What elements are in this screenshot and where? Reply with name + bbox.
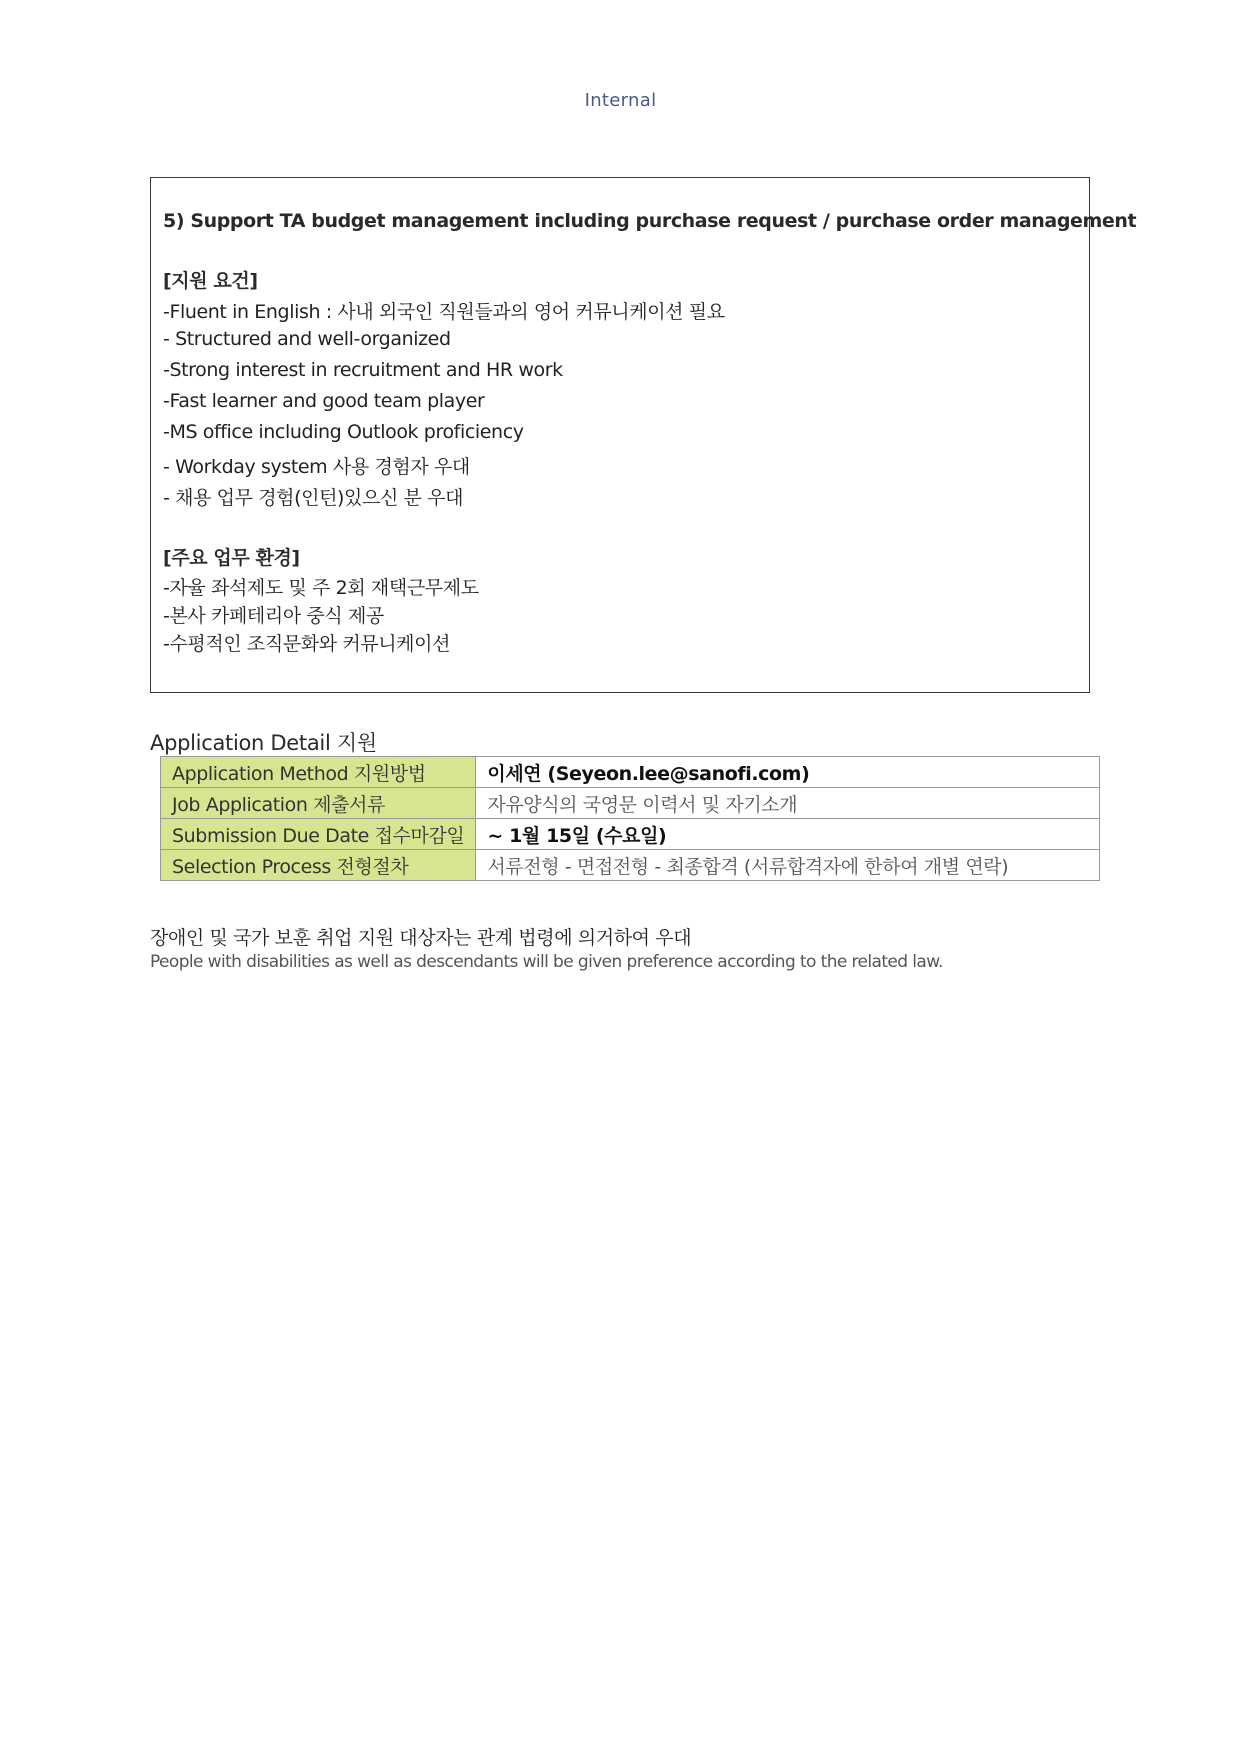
selection-process-value: 서류전형 - 면접전형 - 최종합격 (서류합격자에 한하여 개별 연락): [476, 850, 1100, 881]
selection-process-label: Selection Process 전형절차: [161, 850, 476, 881]
requirement-item: -Strong interest in recruitment and HR work: [163, 359, 563, 381]
due-date-value: ~ 1월 15일 (수요일): [476, 819, 1100, 850]
environment-heading: [주요 업무 환경]: [163, 547, 300, 569]
requirement-item: -MS office including Outlook proficiency: [163, 421, 524, 443]
application-method-label: Application Method 지원방법: [161, 757, 476, 788]
requirement-item: - Structured and well-organized: [163, 328, 451, 350]
requirement-item: -Fluent in English : 사내 외국인 직원들과의 영어 커뮤니케이션 필요: [163, 301, 725, 323]
requirement-item: - Workday system 사용 경험자 우대: [163, 456, 470, 478]
job-description-box: [150, 177, 1137, 693]
due-date-label: Submission Due Date 접수마감일: [161, 819, 476, 850]
duty-line: 5) Support TA budget management including purchase request / purchase order management: [163, 210, 1137, 232]
application-detail-title: Application Detail 지원: [150, 731, 377, 755]
application-method-value[interactable]: 이세연 (Seyeon.lee@sanofi.com): [476, 757, 1100, 788]
job-application-label: Job Application 제출서류: [161, 788, 476, 819]
preference-note-korean: 장애인 및 국가 보훈 취업 지원 대상자는 관계 법령에 의거하여 우대: [150, 927, 692, 949]
environment-item: -수평적인 조직문화와 커뮤니케이션: [163, 633, 451, 655]
requirement-item: - 채용 업무 경험(인턴)있으신 분 우대: [163, 487, 464, 509]
table-row: [161, 850, 1100, 881]
preference-note-english: People with disabilities as well as descendants will be given preference according to the related law.: [150, 952, 943, 972]
table-row: [161, 819, 1100, 850]
environment-item: -본사 카페테리아 중식 제공: [163, 605, 384, 627]
environment-item: -자율 좌석제도 및 주 2회 재택근무제도: [163, 577, 479, 599]
job-application-value: 자유양식의 국영문 이력서 및 자기소개: [476, 788, 1100, 819]
requirement-item: -Fast learner and good team player: [163, 390, 485, 412]
table-row: [161, 788, 1100, 819]
requirements-heading: [지원 요건]: [163, 270, 258, 292]
application-detail-table: [160, 756, 1100, 881]
table-row: [161, 757, 1100, 788]
classification-label: Internal: [584, 90, 657, 111]
